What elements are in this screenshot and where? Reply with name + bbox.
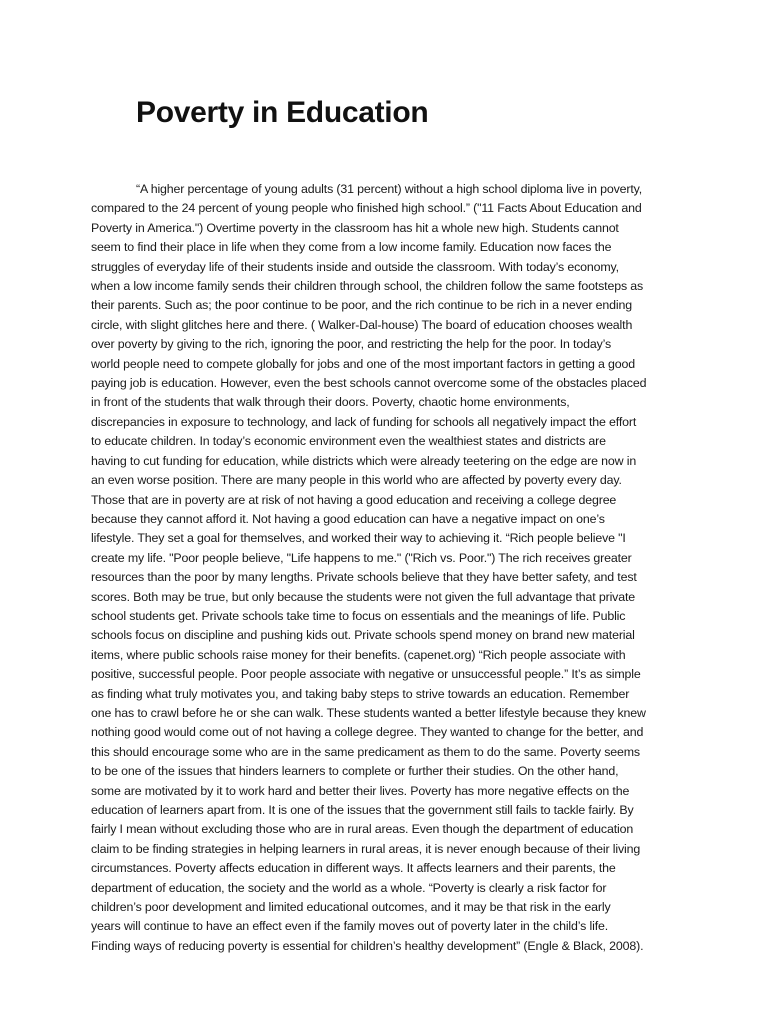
paragraph-line: to be one of the issues that hinders learners to complete or further their studies. On the other hand, <box>91 764 619 779</box>
paragraph-line: Finding ways of reducing poverty is essential for children’s healthy development” (Engle & Black, 2008). <box>91 938 644 953</box>
paragraph-line: when a low income family sends their children through school, the children follow the same footsteps as <box>91 279 644 294</box>
paragraph-line: some are motivated by it to work hard and better their lives. Poverty has more negative effects on the <box>91 783 630 798</box>
paragraph-line: in front of the students that walk through their doors. Poverty, chaotic home environments, <box>91 395 570 410</box>
paragraph-line: this should encourage some who are in the same predicament as them to do the same. Poverty seems <box>91 744 640 759</box>
paragraph-line: world people need to compete globally for jobs and one of the most important factors in getting a good <box>91 356 636 371</box>
paragraph-line: nothing good would come out of not having a college degree. They wanted to change for the better, and <box>91 725 644 740</box>
paragraph-line: department of education, the society and the world as a whole. “Poverty is clearly a risk factor for <box>91 880 607 895</box>
paragraph-line: “A higher percentage of young adults (31 percent) without a high school diploma live in poverty, <box>136 182 643 196</box>
paragraph-line: one has to crawl before he or she can walk. These students wanted a better lifestyle because they knew <box>91 705 646 720</box>
document-paragraph <box>91 180 686 956</box>
paragraph-line: education of learners apart from. It is one of the issues that the government still fails to tackle fairly. By <box>91 803 634 817</box>
paragraph-line: schools focus on discipline and pushing kids out. Private schools spend money on brand new material <box>91 628 635 643</box>
paragraph-line: Poverty in America.") Overtime poverty in the classroom has hit a whole new high. Students cannot <box>91 220 619 235</box>
paragraph-line: items, where public schools raise money for their benefits. (capenet.org) “Rich people associate with <box>91 647 626 662</box>
paragraph-line: years will continue to have an effect even if the family moves out of poverty later in the child’s life. <box>91 919 609 934</box>
paragraph-line: paying job is education. However, even the best schools cannot overcome some of the obstacles placed <box>91 376 647 391</box>
paragraph-line: seem to find their place in life when they come from a low income family. Education now faces the <box>91 240 612 255</box>
paragraph-line: over poverty by giving to the rich, ignoring the poor, and restricting the help for the poor. In today’s <box>91 337 612 352</box>
paragraph-line: positive, successful people. Poor people associate with negative or unsuccessful people.” It’s as simple <box>91 667 641 682</box>
paragraph-line: scores. Both may be true, but only because the students were not given the full advantage that private <box>91 589 635 604</box>
paragraph-line: children’s poor development and limited educational outcomes, and it may be that risk in the early <box>91 900 611 915</box>
paragraph-line: create my life. "Poor people believe, "Life happens to me." ("Rich vs. Poor.") The rich receives greater <box>91 550 632 565</box>
paragraph-line: claim to be finding strategies in helping learners in rural areas, it is never enough because of their living <box>91 841 641 856</box>
paragraph-line: resources than the poor by many lengths. Private schools believe that they have better safety, and test <box>91 570 637 585</box>
paragraph-line: because they cannot afford it. Not having a good education can have a negative impact on one’s <box>91 511 605 526</box>
paragraph-line: as finding what truly motivates you, and taking baby steps to strive towards an education. Remember <box>91 686 630 701</box>
paragraph-line: to educate children. In today’s economic environment even the wealthiest states and districts are <box>91 434 606 449</box>
document-title: Poverty in Education <box>136 96 429 129</box>
paragraph-line: lifestyle. They set a goal for themselves, and worked their way to achieving it. “Rich people believe "I <box>91 531 626 546</box>
paragraph-line: discrepancies in exposure to technology, and lack of funding for schools all negatively impact the effort <box>91 414 637 429</box>
paragraph-line: struggles of everyday life of their students inside and outside the classroom. With today’s economy, <box>91 259 619 274</box>
paragraph-line: circumstances. Poverty affects education in different ways. It affects learners and their parents, the <box>91 861 616 876</box>
paragraph-line: school students get. Private schools take time to focus on essentials and the meanings of life. Public <box>91 608 626 623</box>
paragraph-line: fairly I mean without excluding those who are in rural areas. Even though the department of education <box>91 822 634 837</box>
paragraph-line: their parents. Such as; the poor continue to be poor, and the rich continue to be rich in a never ending <box>91 298 632 313</box>
paragraph-line: having to cut funding for education, while districts which were already teetering on the edge are now in <box>91 453 637 468</box>
paragraph-line: circle, with slight glitches here and there. ( Walker-Dal-house) The board of education chooses wealth <box>91 317 633 332</box>
paragraph-line: compared to the 24 percent of young people who finished high school.” ("11 Facts About Education and <box>91 201 642 216</box>
paragraph-line: Those that are in poverty are at risk of not having a good education and receiving a college degree <box>91 492 617 507</box>
paragraph-line: an even worse position. There are many people in this world who are affected by poverty every day. <box>91 473 622 488</box>
